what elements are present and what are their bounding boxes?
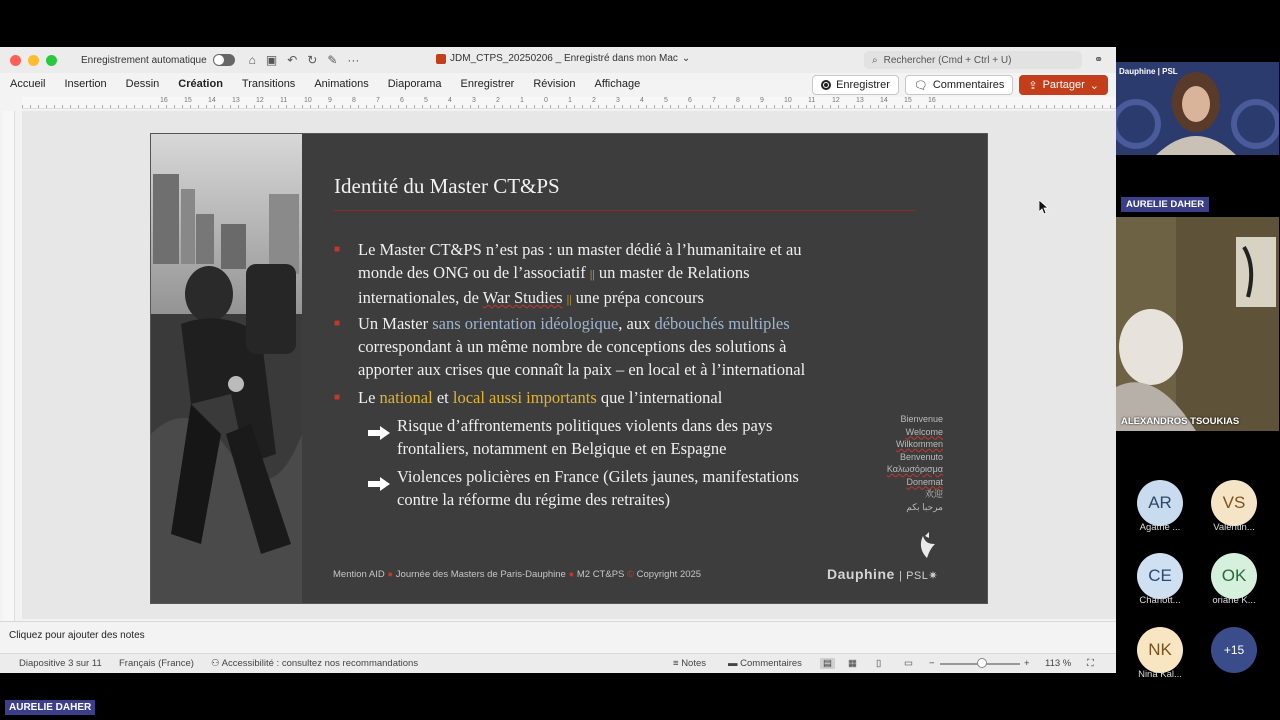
arrow-right-icon bbox=[368, 426, 390, 440]
ruler-number: 15 bbox=[184, 97, 192, 104]
dauphine-logo bbox=[827, 566, 938, 582]
ruler-number: 9 bbox=[760, 97, 764, 104]
notes-label: Notes bbox=[681, 658, 707, 669]
welcome-languages bbox=[869, 413, 943, 513]
ruler-number: 14 bbox=[208, 97, 216, 104]
zoom-level[interactable]: 113 % bbox=[1045, 658, 1072, 669]
participant-name: oriane K... bbox=[1212, 595, 1256, 606]
notes-toggle[interactable] bbox=[673, 658, 706, 669]
share-label: Partager bbox=[1042, 79, 1085, 91]
sub-bullet-2-line-2: contre la réforme du régime des retraites) bbox=[397, 490, 671, 509]
ruler-number: 7 bbox=[712, 97, 716, 104]
highlight-text: sans orientation idéologique bbox=[432, 314, 619, 333]
document-title[interactable] bbox=[436, 53, 690, 64]
footer-separator: ● bbox=[387, 569, 394, 580]
autosave-toggle[interactable] bbox=[213, 54, 235, 66]
bullet-1-line-1: Le Master CT&PS n’est pas : un master dédié à l’humanitaire et au bbox=[358, 240, 802, 259]
welcome-word: مرحبا بكم bbox=[906, 501, 943, 512]
mouse-cursor-icon bbox=[1039, 200, 1049, 215]
footer-text: Journée des Masters de Paris-Dauphine bbox=[395, 569, 566, 580]
tab-accueil[interactable]: Accueil bbox=[10, 78, 46, 90]
participant-avatar[interactable]: AR bbox=[1137, 480, 1183, 526]
bullet-dot: ■ bbox=[334, 318, 341, 329]
copyright-symbol: © bbox=[627, 569, 635, 580]
autosave-label: Enregistrement automatique bbox=[81, 54, 207, 66]
bullet-dot: ■ bbox=[334, 244, 341, 255]
ruler-number: 16 bbox=[160, 97, 168, 104]
close-window-button[interactable] bbox=[10, 55, 21, 66]
rescue-worker-photo bbox=[151, 134, 302, 603]
vertical-ruler bbox=[3, 111, 15, 621]
status-bar bbox=[0, 653, 1116, 673]
spellcheck-word: War Studies bbox=[482, 288, 563, 307]
share-icon: ⇪ bbox=[1028, 79, 1038, 92]
tab-transitions[interactable]: Transitions bbox=[241, 78, 296, 90]
comments-label: Commentaires bbox=[932, 79, 1005, 91]
ruler-number: 8 bbox=[352, 97, 356, 104]
slide-count: Diapositive 3 sur 11 bbox=[19, 658, 102, 669]
sub-bullet-1-line-1: Risque d’affrontements politiques violents dans des pays bbox=[397, 416, 773, 435]
sub-bullet-1-line-2: frontaliers, notamment en Belgique et en Espagne bbox=[397, 439, 727, 458]
ruler-number: 10 bbox=[784, 97, 792, 104]
ribbon bbox=[0, 73, 1116, 95]
participant-name: Agathe ... bbox=[1139, 522, 1181, 533]
reading-view-icon[interactable]: ▯ bbox=[876, 658, 882, 669]
pptx-file-icon bbox=[436, 54, 446, 64]
bird-logo-icon bbox=[913, 532, 941, 560]
participant-name: Nina Kal... bbox=[1138, 669, 1182, 680]
zoom-slider-knob[interactable] bbox=[977, 658, 987, 668]
comments-button[interactable] bbox=[905, 75, 1014, 95]
ruler-number: 3 bbox=[472, 97, 476, 104]
more-icon[interactable]: ··· bbox=[347, 53, 360, 67]
text-run: , aux bbox=[618, 314, 655, 333]
record-label: Enregistrer bbox=[836, 79, 890, 91]
collaborate-icon[interactable]: ⚭ bbox=[1094, 54, 1104, 66]
quick-access-toolbar bbox=[249, 53, 360, 67]
slideshow-icon[interactable]: ▭ bbox=[904, 658, 913, 669]
ruler-number: 8 bbox=[736, 97, 740, 104]
record-button[interactable] bbox=[812, 75, 899, 95]
welcome-word: Καλωσόρισμα bbox=[886, 464, 943, 474]
text-run: Le bbox=[358, 388, 380, 407]
highlight-text: débouchés multiples bbox=[654, 314, 790, 333]
sub-bullet-2-text bbox=[397, 465, 799, 511]
accessibility-icon: ⚇ bbox=[211, 658, 222, 669]
footer-separator: ● bbox=[568, 569, 575, 580]
zoom-in-icon[interactable]: + bbox=[1024, 658, 1030, 669]
search-icon: ⌕ bbox=[872, 54, 878, 66]
fit-slide-icon[interactable]: ⛶ bbox=[1087, 658, 1094, 669]
ruler-number: 4 bbox=[640, 97, 644, 104]
window-controls bbox=[10, 55, 57, 66]
ruler-number: 1 bbox=[520, 97, 524, 104]
footer-text: Mention AID bbox=[333, 569, 385, 580]
notes-icon: ≡ bbox=[673, 658, 682, 669]
tab-affichage[interactable]: Affichage bbox=[594, 78, 641, 90]
accessibility-status[interactable] bbox=[211, 658, 418, 669]
footer-text: M2 CT&PS bbox=[576, 569, 625, 580]
participant-avatar[interactable]: VS bbox=[1211, 480, 1257, 526]
speaker-name-label: AURELIE DAHER bbox=[1121, 197, 1209, 212]
welcome-word: Bienvenue bbox=[900, 414, 943, 424]
search-placeholder: Rechercher (Cmd + Ctrl + U) bbox=[883, 54, 1012, 66]
edit-icon[interactable]: ✎ bbox=[327, 53, 338, 67]
bullet-1-line-3 bbox=[358, 286, 802, 311]
tab-dessin[interactable]: Dessin bbox=[125, 78, 160, 90]
tab-insertion[interactable]: Insertion bbox=[64, 78, 107, 90]
comments-toggle[interactable] bbox=[728, 658, 802, 669]
ribbon-tabs bbox=[10, 78, 640, 90]
speaker-video bbox=[1116, 217, 1279, 431]
welcome-word: Welcome bbox=[905, 426, 943, 437]
slide[interactable] bbox=[150, 133, 988, 604]
logo-text: Dauphine bbox=[827, 566, 895, 582]
comments-status-label: Commentaires bbox=[740, 658, 802, 669]
participant-avatar[interactable]: NK bbox=[1137, 627, 1183, 673]
highlight-text: local aussi importants bbox=[452, 388, 597, 407]
video-tile-aurelie[interactable] bbox=[1116, 62, 1279, 155]
autosave bbox=[81, 54, 235, 66]
ribbon-actions bbox=[812, 75, 1108, 95]
minimize-window-button[interactable] bbox=[28, 55, 39, 66]
save-icon[interactable]: ▣ bbox=[265, 53, 278, 67]
ruler-number: 5 bbox=[424, 97, 428, 104]
bullet-2-text bbox=[358, 312, 805, 381]
participant-avatar[interactable]: CE bbox=[1137, 553, 1183, 599]
ruler-number: 13 bbox=[232, 97, 240, 104]
separator: || bbox=[566, 292, 572, 306]
ruler-number: 2 bbox=[592, 97, 596, 104]
text-run: un master de Relations bbox=[598, 263, 750, 282]
normal-view-icon[interactable]: ▤ bbox=[820, 658, 835, 669]
ruler-number: 10 bbox=[304, 97, 312, 104]
ruler-number: 0 bbox=[544, 97, 548, 104]
search-input[interactable] bbox=[864, 51, 1082, 69]
bullet-dot: ■ bbox=[334, 392, 341, 403]
slide-sorter-icon[interactable]: ▦ bbox=[848, 658, 857, 669]
more-participants-button[interactable]: +15 bbox=[1211, 627, 1257, 673]
highlight-text: national bbox=[379, 388, 433, 407]
ruler-number: 11 bbox=[280, 97, 288, 104]
ruler-number: 1 bbox=[568, 97, 572, 104]
tab-revision[interactable]: Révision bbox=[533, 78, 576, 90]
tab-enregistrer[interactable]: Enregistrer bbox=[460, 78, 515, 90]
text-run: une prépa concours bbox=[575, 288, 704, 307]
redo-icon[interactable]: ↻ bbox=[307, 53, 318, 67]
slide-title: Identité du Master CT&PS bbox=[334, 174, 560, 198]
ruler-number: 6 bbox=[400, 97, 404, 104]
ruler-number: 16 bbox=[928, 97, 936, 104]
document-title-text: JDM_CTPS_20250206 _ Enregistré dans mon Mac bbox=[450, 53, 678, 64]
ruler-number: 7 bbox=[376, 97, 380, 104]
title-bar bbox=[0, 47, 1116, 73]
ruler-number: 9 bbox=[328, 97, 332, 104]
ruler-number: 11 bbox=[808, 97, 816, 104]
notes-pane[interactable] bbox=[0, 621, 1116, 651]
ruler-number: 5 bbox=[664, 97, 668, 104]
notes-placeholder: Cliquez pour ajouter des notes bbox=[9, 630, 145, 641]
vid1-logo: Dauphine | PSL bbox=[1119, 67, 1178, 76]
record-icon bbox=[821, 80, 831, 90]
ruler-number: 12 bbox=[256, 97, 264, 104]
arrow-right-icon bbox=[368, 477, 390, 491]
accessibility-label: Accessibilité : consultez nos recommandations bbox=[221, 658, 419, 669]
ruler-number: 13 bbox=[856, 97, 864, 104]
slide-footer bbox=[333, 569, 701, 580]
sub-bullet-2-line-1: Violences policières en France (Gilets jaunes, manifestations bbox=[397, 467, 799, 486]
ruler-number: 14 bbox=[880, 97, 888, 104]
bullet-1-line-2 bbox=[358, 261, 802, 286]
bullet-3-text bbox=[358, 386, 722, 409]
tab-animations[interactable]: Animations bbox=[314, 78, 369, 90]
ruler-numbers bbox=[160, 97, 936, 104]
welcome-word: Wilkommen bbox=[895, 439, 943, 449]
text-run: que l’international bbox=[596, 388, 723, 407]
text-run: monde des ONG ou de l’associatif bbox=[358, 263, 586, 282]
bullet-2-line-2: correspondant à un même nombre de conceptions des solutions à bbox=[358, 337, 787, 356]
speaker-name-label: ALEXANDROS TSOUKIAS bbox=[1121, 416, 1240, 427]
welcome-word: Donemat bbox=[906, 476, 943, 487]
participant-avatar[interactable]: OK bbox=[1211, 553, 1257, 599]
home-icon[interactable]: ⌂ bbox=[248, 53, 256, 67]
separator: || bbox=[589, 267, 595, 281]
ruler-number: 6 bbox=[688, 97, 692, 104]
comment-icon: 🗨 bbox=[913, 79, 928, 92]
logo-psl: | PSL✷ bbox=[899, 570, 939, 582]
chevron-down-icon: ⌄ bbox=[681, 53, 691, 64]
bullet-2-line-3: apporter aux crises que connaît la paix – en local et à l’international bbox=[358, 360, 806, 379]
bullet-2-line-1 bbox=[358, 312, 805, 335]
language-indicator[interactable]: Français (France) bbox=[119, 658, 194, 669]
ruler-number: 2 bbox=[496, 97, 500, 104]
ruler-number: 12 bbox=[832, 97, 840, 104]
slide-photo bbox=[151, 134, 302, 603]
share-button[interactable] bbox=[1019, 75, 1108, 95]
undo-icon[interactable]: ↶ bbox=[287, 53, 298, 67]
footer-text: Copyright 2025 bbox=[636, 569, 702, 580]
tab-creation[interactable]: Création bbox=[178, 78, 223, 90]
ruler-number: 3 bbox=[616, 97, 620, 104]
title-divider bbox=[334, 210, 916, 211]
welcome-word: 欢迎 bbox=[924, 489, 943, 499]
text-run: internationales, de bbox=[358, 288, 479, 307]
text-run: et bbox=[432, 388, 453, 407]
ruler-number: 15 bbox=[904, 97, 912, 104]
zoom-out-icon[interactable]: − bbox=[929, 658, 935, 669]
active-speaker-label: AURELIE DAHER bbox=[5, 700, 95, 715]
bullet-1-text bbox=[358, 238, 802, 311]
tab-diaporama[interactable]: Diaporama bbox=[387, 78, 442, 90]
sub-bullet-1-text bbox=[397, 414, 772, 460]
ruler-number: 4 bbox=[448, 97, 452, 104]
chevron-down-icon: ⌄ bbox=[1089, 79, 1099, 92]
welcome-word: Benvenuto bbox=[899, 451, 943, 462]
participant-name: Valentin... bbox=[1213, 522, 1255, 533]
video-tile-alexandros[interactable] bbox=[1116, 217, 1279, 431]
zoom-window-button[interactable] bbox=[46, 55, 57, 66]
comment-icon: ▬ bbox=[728, 658, 741, 669]
text-run: Un Master bbox=[358, 314, 433, 333]
participant-name: Charlott... bbox=[1139, 595, 1181, 606]
